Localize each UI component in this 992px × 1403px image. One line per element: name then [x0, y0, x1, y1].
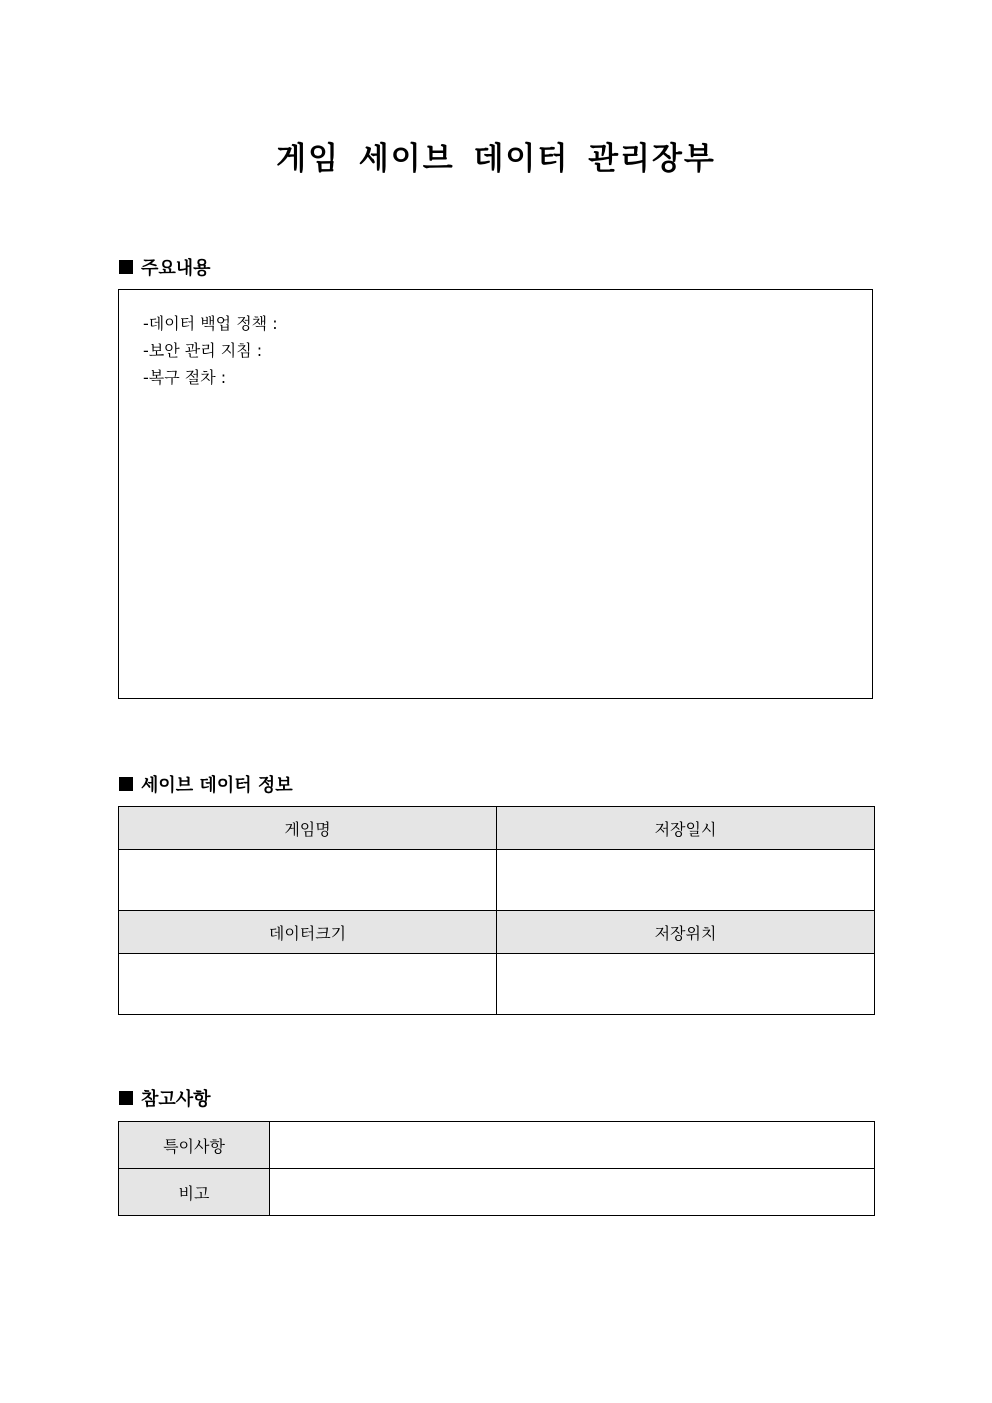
save-location-label: 저장위치: [497, 911, 875, 954]
section-heading-notes: [119, 1085, 211, 1111]
section-heading-notes-label: 참고사항: [141, 1089, 211, 1110]
main-content-box[interactable]: [118, 289, 873, 699]
game-name-label: 게임명: [119, 807, 497, 850]
section-heading-main-label: 주요내용: [141, 258, 211, 279]
special-notes-value[interactable]: [270, 1122, 875, 1169]
square-bullet-icon: [119, 260, 133, 274]
special-notes-label: 특이사항: [119, 1122, 270, 1169]
square-bullet-icon: [119, 1091, 133, 1105]
notes-table: [118, 1121, 875, 1216]
remarks-label: 비고: [119, 1169, 270, 1216]
page-title: 게임 세이브 데이터 관리장부: [276, 141, 716, 177]
save-datetime-label: 저장일시: [497, 807, 875, 850]
content-line-security-guideline: -보안 관리 지침 :: [143, 341, 263, 360]
section-heading-save-info: [119, 771, 293, 797]
data-size-value[interactable]: [119, 954, 497, 1015]
square-bullet-icon: [119, 777, 133, 791]
content-line-recovery-procedure: -복구 절차 :: [143, 368, 227, 387]
section-heading-save-info-label: 세이브 데이터 정보: [141, 775, 293, 796]
remarks-value[interactable]: [270, 1169, 875, 1216]
section-heading-main: [119, 254, 211, 280]
game-name-value[interactable]: [119, 850, 497, 911]
save-datetime-value[interactable]: [497, 850, 875, 911]
save-info-table: [118, 806, 875, 1015]
save-location-value[interactable]: [497, 954, 875, 1015]
data-size-label: 데이터크기: [119, 911, 497, 954]
content-line-backup-policy: -데이터 백업 정책 :: [143, 314, 278, 333]
